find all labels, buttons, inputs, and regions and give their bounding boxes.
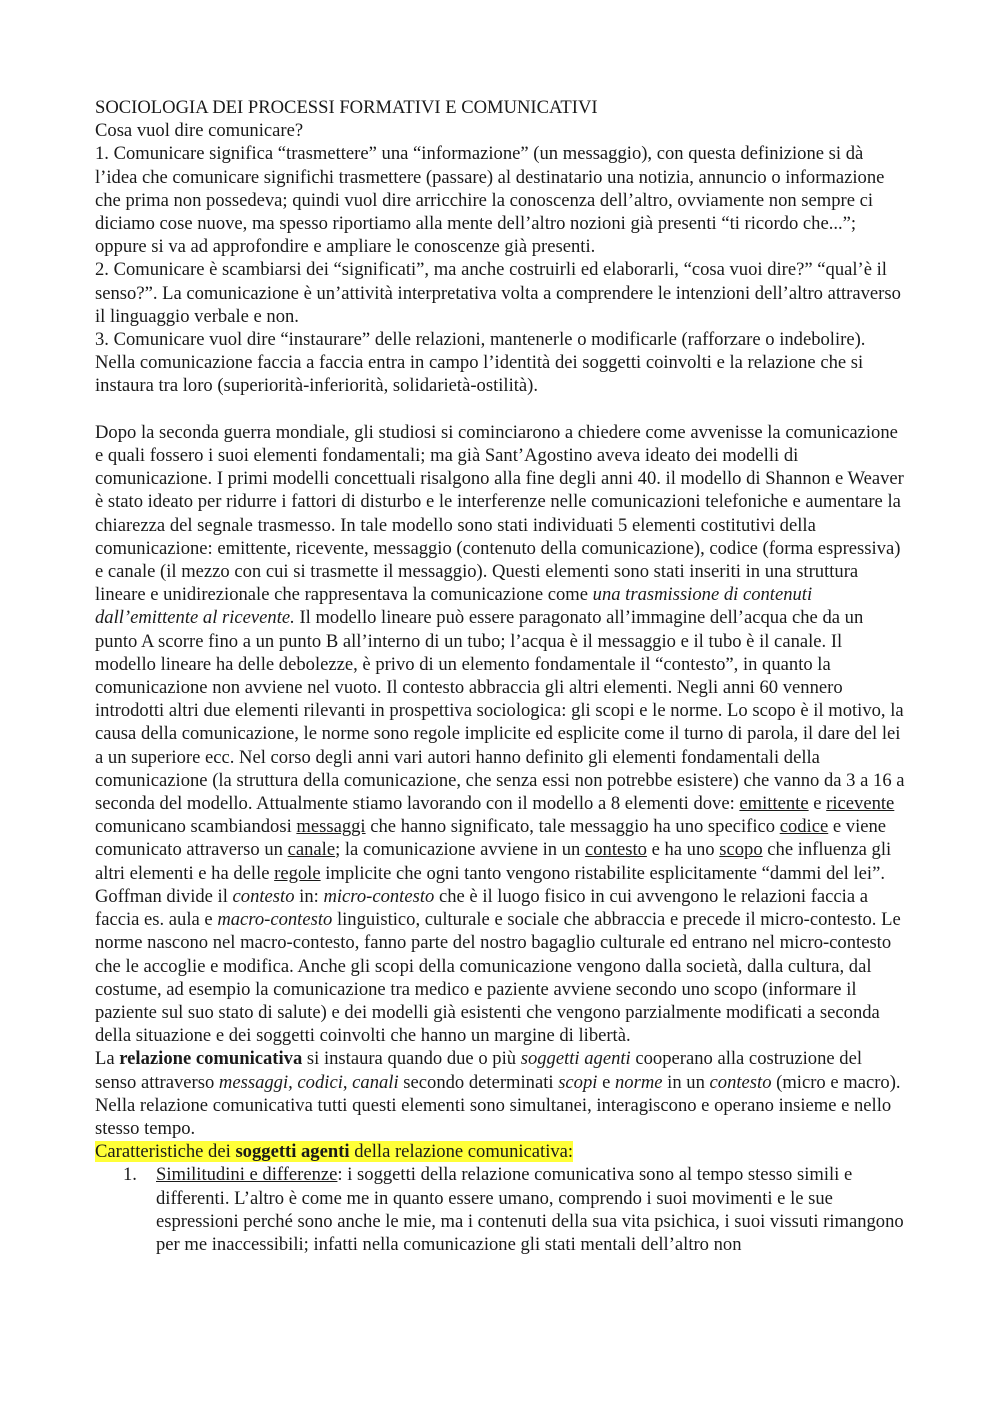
paragraph-communicative-relation: La relazione comunicativa si instaura quando due o più soggetti agenti cooperano alla costruzione del senso attraverso messaggi, codici, canali secondo determinati scopi e norme in un contesto (micro e macro). Nella relazione comunicativa tutti questi elementi sono simultanei, interagiscono e operano insieme e nello stesso tempo. xyxy=(95,1048,906,1139)
definition-point-2: 2. Comunicare è scambiarsi dei “significati”, ma anche costruirli ed elaborarli, “cosa vuoi dire?” “qual’è il senso?”. La comunicazione è un’attività interpretativa volta a comprendere le intenzioni dell’altro attraverso il linguaggio verbale e non. xyxy=(95,259,906,327)
underlined-term: canale xyxy=(287,839,336,861)
italic-term: micro-contesto xyxy=(323,885,435,907)
italic-phrase: una trasmissione di contenuti dall’emittente al ricevente. xyxy=(95,584,817,629)
bold-term: soggetti agenti xyxy=(235,1141,350,1163)
underlined-term: emittente xyxy=(739,793,809,815)
italic-term: contesto xyxy=(709,1071,772,1093)
document-page xyxy=(95,96,910,1256)
list-item xyxy=(95,1163,907,1256)
italic-term: norme xyxy=(615,1071,663,1093)
underlined-term: scopo xyxy=(719,839,763,861)
italic-term: messaggi, codici xyxy=(218,1071,343,1093)
underlined-term: contesto xyxy=(584,839,647,861)
paragraph-communication-models: Dopo la seconda guerra mondiale, gli studiosi si cominciarono a chiedere come avvenisse la comunicazione e quali fossero i suoi elementi fondamentali; ma già Sant’Agostino aveva ideato dei modelli di comunicazione. I primi modelli concettuali risalgono alla fine degli anni 40. il modello di Shannon e Weaver è stato ideato per ridurre i fattori di disturbo e le interferenze nelle comunicazioni telefoniche e aumentare la chiarezza del segnale trasmesso. In tale modello sono stati individuati 5 elementi costitutivi della comunicazione: emittente, ricevente, messaggio (contenuto della comunicazione), codice (forma espressiva) e canale (il mezzo con cui si trasmette il messaggio). Questi elementi sono stati inseriti in una struttura lineare e unidirezionale che rappresentava la comunicazione come una trasmissione di contenuti dall’emittente al ricevente. Il modello lineare può essere paragonato all’immagine dell’acqua che da un punto A scorre fino a un punto B all’interno di un tubo; l’acqua è il messaggio e il tubo è il canale. Il modello lineare ha delle debolezze, è privo di un elemento fondamentale il “contesto”, in quanto la comunicazione non avviene nel vuoto. Il contesto abbraccia gli altri elementi. Negli anni 60 vennero introdotti altri due elementi rilevanti in prospettiva sociologica: gli scopi e le norme. Lo scopo è il motivo, la causa della comunicazione, le norme sono regole implicite ed esplicite come il turno di parola, il dare del lei a un superiore ecc. Nel corso degli anni vari autori hanno definito gli elementi fondamentali della comunicazione (la struttura della comunicazione, che senza essi non potrebbe esistere) che vanno da 3 a 16 a seconda del modello. Attualmente stiamo lavorando con il modello a 8 elementi dove: emittente e ricevente comunicano scambiandosi messaggi che hanno significato, tale messaggio ha uno specifico codice e viene comunicato attraverso un canale; la comunicazione avviene in un contesto e ha uno scopo che influenza gli altri elementi e ha delle regole implicite che ogni tanto vengono ristabilite esplicitamente “dammi del lei”. Goffman divide il contesto in: micro-contesto che è il luogo fisico in cui avvengono le relazioni faccia a faccia es. aula e macro-contesto linguistico, culturale e sociale che abbraccia e precede il micro-contesto. Le norme nascono nel macro-contesto, fanno parte del nostro bagaglio culturale ed entrano nel micro-contesto che le accoglie e modifica. Anche gli scopi della comunicazione vengono dalla società, dalla cultura, dal costume, ad esempio la comunicazione tra medico e paziente avviene secondo uno scopo (informare il paziente sul suo stato di salute) e dei modelli già esistenti che vengono parzialmente modificati a seconda della situazione e dei soggetti coinvolti che hanno un margine di libertà. xyxy=(95,421,910,1047)
highlighted-heading xyxy=(95,1140,907,1163)
bold-term: relazione comunicativa xyxy=(119,1048,303,1070)
underlined-term: messaggi xyxy=(296,816,366,838)
underlined-term: ricevente xyxy=(826,793,895,815)
underlined-term: regole xyxy=(274,862,321,884)
italic-term: canali xyxy=(352,1071,399,1093)
underlined-term: codice xyxy=(779,816,829,838)
italic-term: soggetti agenti xyxy=(520,1048,631,1070)
highlight: Caratteristiche dei soggetti agenti della relazione comunicativa: xyxy=(95,1141,574,1163)
paragraph-spacer xyxy=(95,398,907,421)
italic-term: macro-contesto xyxy=(217,909,333,931)
definition-point-3: 3. Comunicare vuol dire “instaurare” delle relazioni, mantenerle o modificarle (rafforzare o indebolire). Nella comunicazione faccia a faccia entra in campo l’identità dei soggetti coinvolti e la relazione che si instaura tra loro (superiorità-inferiorità, solidarietà-ostilità). xyxy=(95,329,871,397)
list-item-title: Similitudini e differenze xyxy=(156,1164,338,1186)
italic-term: contesto xyxy=(232,885,295,907)
list-number: 1. xyxy=(123,1164,137,1186)
section-question: Cosa vuol dire comunicare? xyxy=(95,120,304,142)
characteristics-list xyxy=(95,1163,907,1256)
list-item-text: : i soggetti della relazione comunicativa sono al tempo stesso simili e differenti. L’altro è come me in quanto essere umano, comprendo i suoi movimenti e le sue espressioni perché sono anche le mie, ma i contenuti della sua vita psichica, i suoi vissuti rimangono per me inaccessibili; infatti nella comunicazione gli stati mentali dell’altro non xyxy=(156,1164,904,1255)
definition-point-1: 1. Comunicare significa “trasmettere” una “informazione” (un messaggio), con questa definizione si dà l’idea che comunicare significhi trasmettere (passare) al destinatario una notizia, annuncio o informazione che prima non possedeva; quindi vuol dire arricchire la conoscenza dell’altro, ovviamente non sempre ci diciamo cose nuove, ma spesso riportiamo alla mente dell’altro nozioni già presenti “ti ricordo che...”; oppure si va ad approfondire e ampliare le conoscenze già presenti. xyxy=(95,143,890,258)
document-title: SOCIOLOGIA DEI PROCESSI FORMATIVI E COMUNICATIVI xyxy=(95,97,598,118)
italic-term: scopi xyxy=(558,1071,598,1093)
